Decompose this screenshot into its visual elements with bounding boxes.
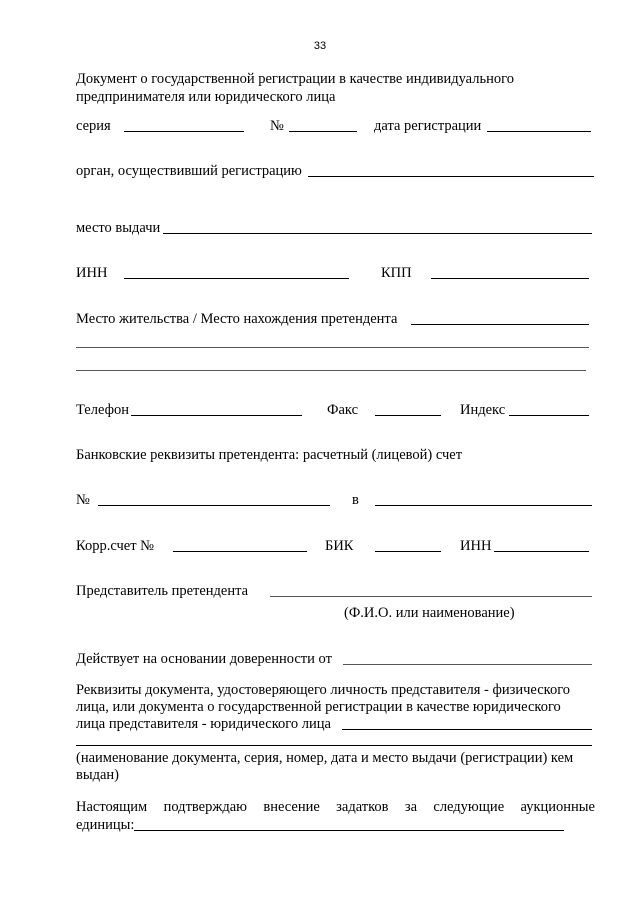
index-label: Индекс (460, 402, 506, 418)
account-number-field[interactable] (98, 505, 330, 506)
confirmation-word: Настоящим (76, 799, 148, 815)
page-number: 33 (313, 40, 327, 52)
registration-doc-title-line2: предпринимателя или юридического лица (76, 89, 336, 105)
representative-field[interactable] (270, 596, 592, 597)
residence-label: Место жительства / Место нахождения претендента (76, 311, 398, 327)
rep-document-hint-line1: (наименование документа, серия, номер, дата и место выдачи (регистрации) кем (76, 750, 574, 766)
rep-document-line1: Реквизиты документа, удостоверяющего личность представителя - физического (76, 682, 571, 698)
confirmation-word: аукционные (520, 799, 595, 815)
bank-in-label: в (352, 492, 359, 508)
kpp-field[interactable] (431, 278, 589, 279)
residence-field[interactable] (411, 324, 589, 325)
residence-field-line2[interactable] (76, 347, 589, 348)
bank-name-field[interactable] (375, 505, 592, 506)
confirmation-word: подтверждаю (163, 799, 248, 815)
rep-document-line3: лица представителя - юридического лица (76, 716, 331, 732)
phone-label: Телефон (76, 402, 129, 418)
inn-label: ИНН (76, 265, 108, 281)
issuing-authority-label: орган, осуществивший регистрацию (76, 163, 302, 179)
auction-units-field[interactable] (134, 830, 564, 831)
bik-field[interactable] (375, 551, 441, 552)
confirmation-word: внесение (263, 799, 320, 815)
inn-field[interactable] (124, 278, 349, 279)
bik-label: БИК (325, 538, 354, 554)
number-label: № (270, 118, 284, 134)
registration-doc-title-line1: Документ о государственной регистрации в качестве индивидуального (76, 71, 514, 87)
confirmation-word: задатков (336, 799, 389, 815)
number-field[interactable] (289, 131, 357, 132)
place-of-issue-label: место выдачи (76, 220, 161, 236)
place-of-issue-field[interactable] (163, 233, 592, 234)
representative-hint: (Ф.И.О. или наименование) (344, 605, 515, 621)
series-field[interactable] (124, 131, 244, 132)
reg-date-field[interactable] (487, 131, 591, 132)
account-number-label: № (76, 492, 90, 508)
bank-inn-field[interactable] (494, 551, 589, 552)
proxy-label: Действует на основании доверенности от (76, 651, 332, 667)
rep-document-hint-line2: выдан) (76, 767, 119, 783)
phone-field[interactable] (131, 415, 302, 416)
residence-field-line3[interactable] (76, 370, 586, 371)
confirmation-line2: единицы: (76, 817, 135, 833)
bank-inn-label: ИНН (460, 538, 492, 554)
fax-label: Факс (327, 402, 359, 418)
corr-account-label: Корр.счет № (76, 538, 154, 554)
confirmation-word: за (404, 799, 418, 815)
representative-label: Представитель претендента (76, 583, 249, 599)
rep-document-field-line2[interactable] (76, 745, 592, 746)
fax-field[interactable] (375, 415, 441, 416)
series-label: серия (76, 118, 111, 134)
kpp-label: КПП (381, 265, 412, 281)
corr-account-field[interactable] (173, 551, 307, 552)
issuing-authority-field[interactable] (308, 176, 594, 177)
rep-document-line2: лица, или документа о государственной регистрации в качестве юридического (76, 699, 561, 715)
confirmation-word: следующие (433, 799, 505, 815)
proxy-date-field[interactable] (343, 664, 592, 665)
index-field[interactable] (509, 415, 589, 416)
bank-details-title: Банковские реквизиты претендента: расчетный (лицевой) счет (76, 447, 463, 463)
confirmation-line1 (76, 799, 595, 816)
reg-date-label: дата регистрации (374, 118, 482, 134)
rep-document-field[interactable] (342, 729, 592, 730)
